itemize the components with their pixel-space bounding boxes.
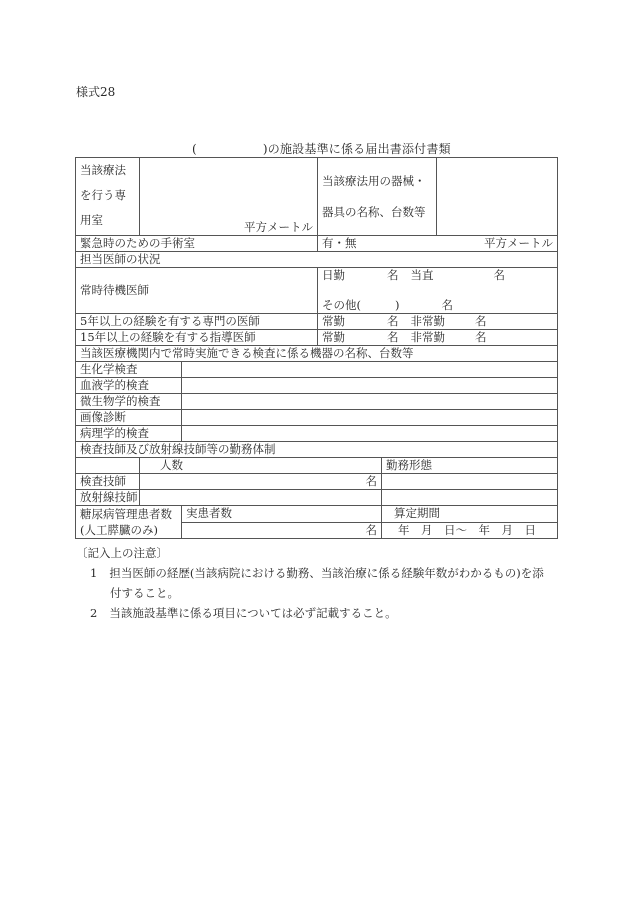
room-label-line2: を行う専 (80, 188, 126, 202)
doctor-section-header: 担当医師の状況 (76, 252, 558, 268)
facility-form-table (75, 157, 558, 539)
equipment-field[interactable] (437, 158, 558, 236)
count-unit: 名 (365, 474, 377, 488)
availability-option[interactable]: 有・無 (322, 236, 357, 250)
exam-row-field[interactable] (182, 410, 558, 426)
emergency-room-field[interactable] (318, 236, 558, 252)
title-open-paren: ( (192, 142, 197, 156)
technician-section-header: 検査技師及び放射線技師等の勤務体制 (76, 442, 558, 458)
technician-work-style-field[interactable] (382, 474, 558, 490)
exam-row-label: 生化学検査 (76, 362, 182, 378)
five-year-doctor-label: 5年以上の経験を有する専門の医師 (76, 314, 318, 330)
on-call-doctor-field[interactable] (318, 268, 558, 314)
count-column-header: 人数 (140, 458, 382, 474)
actual-patients-header: 実患者数 (182, 506, 382, 523)
equipment-label-cell (318, 158, 437, 236)
note-item-1-continued: 付すること。 (110, 586, 179, 600)
room-area-unit: 平方メートル (244, 220, 313, 234)
diabetes-label-line2: (人工膵臓のみ) (80, 523, 158, 537)
technician-row-label: 検査技師 (76, 474, 140, 490)
technician-row-label: 放射線技師 (76, 490, 140, 506)
room-label-line1: 当該療法 (80, 163, 126, 177)
document-title (192, 140, 451, 157)
room-area-field[interactable] (140, 158, 318, 236)
radiology-work-style-field[interactable] (382, 490, 558, 506)
notes-section (76, 543, 544, 623)
count-unit: 名 (493, 268, 505, 282)
part-time-label: 非常勤 (410, 314, 445, 328)
exam-row-field[interactable] (182, 394, 558, 410)
diabetes-label-line1: 糖尿病管理患者数 (80, 507, 172, 521)
note-item-1 (76, 563, 544, 583)
exam-row-label: 画像診断 (76, 410, 182, 426)
actual-patients-field[interactable] (182, 522, 382, 539)
part-time-label: 非常勤 (410, 330, 445, 344)
day-shift-label: 日勤 (322, 268, 345, 282)
night-duty-label: 当直 (410, 268, 434, 282)
fifteen-year-doctor-field[interactable] (318, 330, 558, 346)
count-unit: 名 (387, 314, 399, 328)
exam-row-label: 微生物学的検査 (76, 394, 182, 410)
form-number: 様式28 (76, 85, 116, 99)
emergency-room-label: 緊急時のための手術室 (76, 236, 318, 252)
fifteen-year-doctor-label: 15年以上の経験を有する指導医師 (76, 330, 318, 346)
count-unit: 名 (387, 330, 399, 344)
count-unit: 名 (365, 522, 377, 537)
diabetes-label-cell (76, 506, 182, 539)
equipment-label-line1: 当該療法用の器械・ (322, 174, 426, 188)
note-number: 1 (90, 566, 98, 580)
other-close-paren: ) (395, 298, 400, 312)
title-text: )の施設基準に係る届出書添付書類 (262, 142, 451, 156)
on-call-doctor-label: 常時待機医師 (76, 268, 318, 314)
count-unit: 名 (387, 268, 399, 282)
period-header: 算定期間 (382, 506, 558, 523)
radiology-count-field[interactable] (140, 490, 382, 506)
count-unit: 名 (475, 330, 487, 344)
full-time-label: 常勤 (322, 330, 345, 344)
technician-corner-cell (76, 458, 140, 474)
equipment-label-line2: 器具の名称、台数等 (322, 205, 426, 219)
room-label-cell (76, 158, 140, 236)
room-label-line3: 用室 (80, 213, 103, 227)
exam-row-label: 血液学的検査 (76, 378, 182, 394)
exam-row-field[interactable] (182, 426, 558, 442)
notes-header: 〔記入上の注意〕 (76, 546, 168, 560)
exam-row-field[interactable] (182, 362, 558, 378)
note-text: 担当医師の経歴(当該病院における勤務、当該治療に係る経験年数がわかるもの)を添 (109, 566, 544, 580)
note-number: 2 (90, 606, 98, 620)
technician-count-field[interactable] (140, 474, 382, 490)
note-text: 当該施設基準に係る項目については必ず記載すること。 (109, 606, 397, 620)
exam-row-field[interactable] (182, 378, 558, 394)
emergency-area-unit: 平方メートル (484, 236, 553, 250)
period-field[interactable]: 年 月 日〜 年 月 日 (382, 522, 558, 539)
work-style-column-header: 勤務形態 (382, 458, 558, 474)
other-label: その他( (322, 298, 361, 312)
count-unit: 名 (441, 298, 453, 312)
exam-row-label: 病理学的検査 (76, 426, 182, 442)
note-item-2 (76, 603, 544, 623)
exam-section-header: 当該医療機関内で常時実施できる検査に係る機器の名称、台数等 (76, 346, 558, 362)
count-unit: 名 (475, 314, 487, 328)
five-year-doctor-field[interactable] (318, 314, 558, 330)
full-time-label: 常勤 (322, 314, 345, 328)
